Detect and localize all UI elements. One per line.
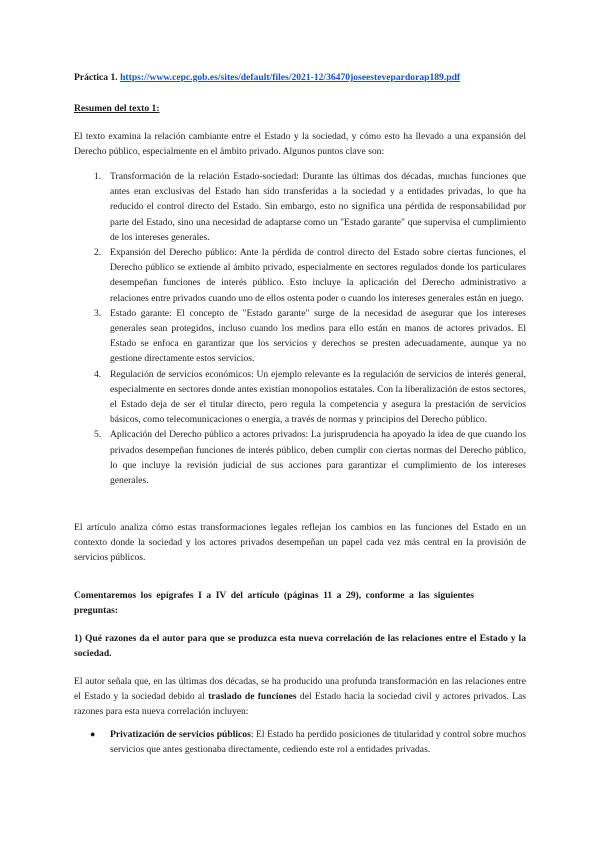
practica-label: Práctica 1. [74, 72, 118, 83]
list-number: 2. [94, 247, 102, 259]
answer-intro-bold: traslado de funciones [208, 691, 297, 703]
list-item [74, 245, 526, 306]
bullet-bold: Privatización de servicios públicos [110, 729, 251, 740]
list-text: Regulación de servicios económicos: Un ejemplo relevante es la regulación de servicios de interés general, especialmente en sectores donde antes existían monopolios estatales. Con la liberalización de estos sectores, el Estado deja de ser el titular directo, pero regula la competencia y asegura la prestación de servicios básicos, como telecomunicaciones o energía, a través de normas y principios del Derecho público. [110, 368, 526, 426]
list-number: 3. [94, 307, 102, 319]
list-item [74, 169, 526, 245]
answer-intro [74, 674, 526, 720]
question-1: 1) Qué razones da el autor para que se produzca esta nueva correlación de las relaciones entre el Estado y la sociedad. [74, 633, 526, 660]
list-text: Transformación de la relación Estado-sociedad: Durante las últimas dos décadas, muchas funciones que antes eran exclusivas del Estado han sido transferidas a la sociedad y a entidades privadas, lo que ha reducido el control directo del Estado. Sin embargo, esto no significa una pérdida de responsabilidad por parte del Estado, sino una necesidad de adaptarse como un "Estado garante" que supervisa el cumplimiento de los intereses generales. [110, 171, 526, 243]
list-item [74, 306, 526, 367]
list-text: Estado garante: El concepto de "Estado garante" surge de la necesidad de asegurar que los intereses generales sean protegidos, incluso cuando los medios para ello están en manos de actores privados. El Estado se enfoca en garantizar que los servicios y derechos se presten adecuadamente, aunque ya no gestione directamente estos servicios. [110, 307, 526, 365]
resumen-heading: Resumen del texto 1: [74, 103, 160, 114]
comentaremos-heading: Comentaremos los epígrafes I a IV del artículo (páginas 11 a 29), conforme a las siguientes preguntas: [74, 590, 474, 617]
intro-paragraph: El texto examina la relación cambiante entre el Estado y la sociedad, y cómo esto ha llevado a una expansión del Derecho público, especialmente en el ámbito privado. Algunos puntos clave son: [74, 131, 526, 158]
key-points-list [74, 169, 526, 488]
conclusion-paragraph: El artículo analiza cómo estas transformaciones legales reflejan los cambios en las funciones del Estado en un contexto donde la sociedad y los actores privados desempeñan un papel cada vez más central en la provisión de servicios públicos. [74, 522, 526, 564]
practica-line [74, 70, 526, 85]
list-item [74, 427, 526, 488]
answer-intro-after: del Estado hacia la sociedad civil y actores privados. Las razones para esta nueva correlación incluyen: [74, 691, 526, 718]
bullet-item [74, 727, 526, 757]
bullet-text: : El Estado ha perdido posiciones de titularidad y control sobre muchos servicios que antes gestionaba directamente, cediendo este rol a entidades privadas. [110, 729, 526, 756]
bullet-dot-icon: ● [90, 729, 96, 739]
list-number: 1. [94, 171, 102, 182]
list-text: Expansión del Derecho público: Ante la pérdida de control directo del Estado sobre ciertas funciones, el Derecho público se extiende al ámbito privado, especialmente en sectores regulados donde los particulares desempeñan funciones de interés público. Esto incluye la aplicación del Derecho administrativo a relaciones entre privados cuando uno de ellos ostenta poder o cuando los intereses generales están en juego. [110, 247, 526, 304]
answer-intro-before: El autor señala que, en las últimas dos décadas, se ha producido una profunda transformación en las relaciones entre el Estado y la sociedad debido al [74, 676, 526, 703]
source-link[interactable]: https://www.cepc.gob.es/sites/default/files/2021-12/36470joseestevepardorap189.pdf [120, 72, 461, 83]
list-number: 5. [94, 429, 102, 441]
list-number: 4. [94, 368, 102, 380]
list-item [74, 367, 526, 428]
list-text: Aplicación del Derecho público a actores privados: La jurisprudencia ha apoyado la idea de que cuando los privados desempeñan funciones de interés público, deben cumplir con ciertas normas del Derecho público, lo que incluye la revisión judicial de sus acciones para garantizar el cumplimiento de los intereses generales. [110, 429, 526, 487]
